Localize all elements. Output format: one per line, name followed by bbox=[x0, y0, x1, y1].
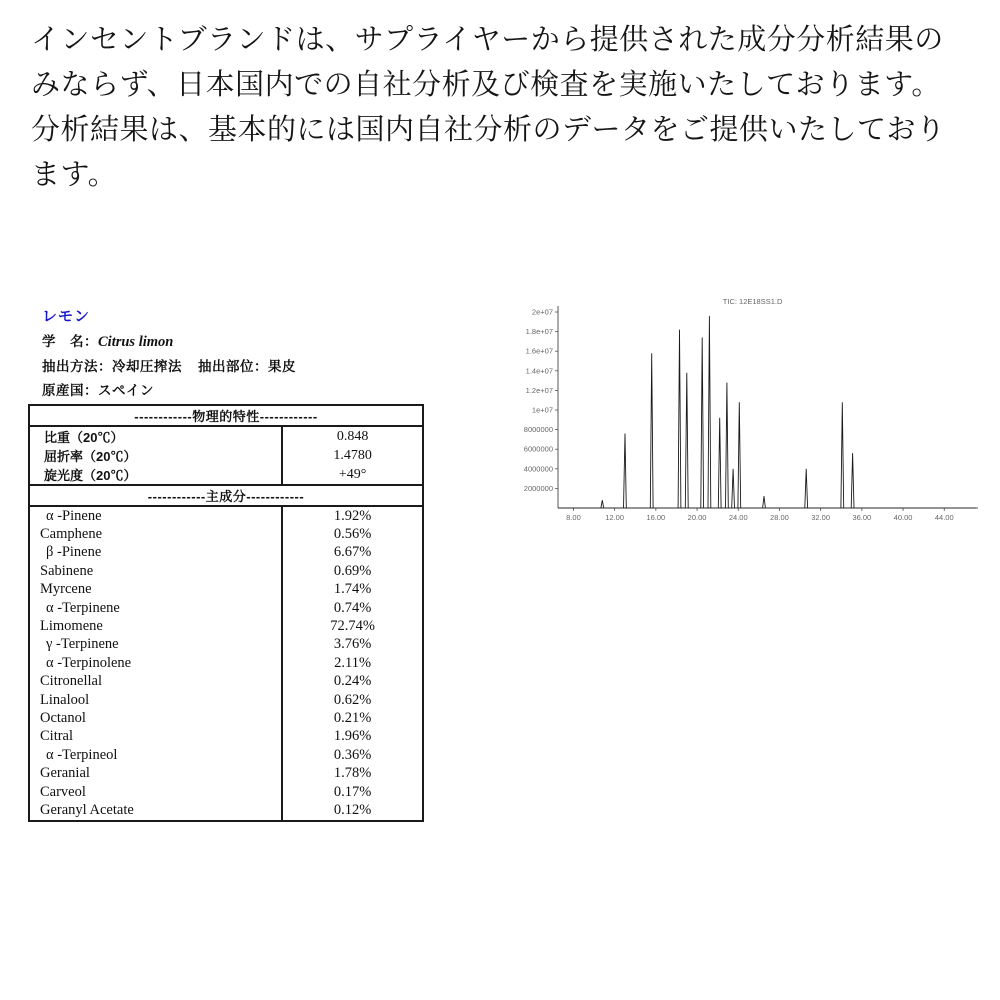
component-value-cell: 0.56% bbox=[282, 525, 423, 543]
property-label-cell: 屈折率（20℃） bbox=[44, 449, 137, 464]
x-tick-label: 24.00 bbox=[728, 513, 748, 522]
component-row bbox=[29, 691, 423, 709]
intro-line: みならず、日本国内での自社分析及び検査を実施いたしております。 bbox=[31, 69, 941, 101]
y-tick-label: 8000000 bbox=[523, 425, 553, 435]
x-tick-label: 20.00 bbox=[687, 513, 707, 522]
component-name-cell: Octanol bbox=[40, 709, 86, 726]
component-value-cell: 1.74% bbox=[282, 581, 423, 599]
component-name-cell: β -Pinene bbox=[46, 544, 102, 561]
chromatogram-peak bbox=[763, 496, 766, 508]
chromatogram-peak bbox=[624, 434, 627, 509]
component-name-cell: Sabinene bbox=[40, 562, 94, 579]
component-row bbox=[29, 673, 423, 691]
gc-chromatogram bbox=[498, 294, 980, 530]
gc-chromatogram-svg bbox=[498, 294, 980, 530]
x-tick-label: 8.00 bbox=[566, 513, 581, 522]
component-row bbox=[29, 599, 423, 617]
main-components-header: ------------主成分------------ bbox=[29, 485, 423, 506]
x-tick-label: 12.00 bbox=[605, 513, 625, 522]
intro-line: ます。 bbox=[31, 159, 118, 191]
intro-paragraph bbox=[31, 18, 983, 198]
component-value-cell: 0.36% bbox=[282, 746, 423, 764]
x-tick-label: 32.00 bbox=[811, 513, 831, 522]
y-tick-label: 1e+07 bbox=[531, 405, 553, 415]
chart-title: TIC: 12E18SS1.D bbox=[722, 297, 783, 306]
x-tick-label: 16.00 bbox=[646, 513, 666, 522]
component-name-cell: γ -Terpinene bbox=[46, 636, 119, 653]
chromatogram-peak bbox=[738, 402, 741, 508]
chromatogram-peak bbox=[841, 402, 844, 508]
component-value-cell: 2.11% bbox=[282, 654, 423, 672]
section-header-row bbox=[29, 405, 423, 426]
y-tick-label: 6000000 bbox=[523, 444, 553, 454]
product-name: レモン bbox=[42, 308, 91, 325]
chromatogram-peak bbox=[678, 330, 681, 508]
component-name-cell: Myrcene bbox=[40, 581, 92, 598]
spec-table bbox=[28, 404, 424, 822]
physical-property-row bbox=[29, 446, 423, 465]
component-value-cell: 0.21% bbox=[282, 709, 423, 727]
component-name-cell: Camphene bbox=[40, 526, 103, 543]
scientific-name: Citrus limon bbox=[98, 334, 174, 350]
component-row bbox=[29, 783, 423, 801]
extraction-method: 抽出方法：冷却圧搾法 bbox=[42, 359, 182, 374]
component-value-cell: 0.24% bbox=[282, 673, 423, 691]
component-value-cell: 0.62% bbox=[282, 691, 423, 709]
property-label-cell: 比重（20℃） bbox=[44, 430, 124, 445]
y-tick-label: 4000000 bbox=[523, 464, 553, 474]
section-header-row bbox=[29, 485, 423, 506]
property-label-cell: 旋光度（20℃） bbox=[44, 468, 137, 483]
component-row bbox=[29, 764, 423, 782]
component-row bbox=[29, 525, 423, 543]
y-tick-label: 1.2e+07 bbox=[525, 385, 553, 395]
property-value-cell: 1.4780 bbox=[282, 446, 423, 465]
component-name-cell: Linalool bbox=[40, 691, 90, 708]
intro-line: 分析結果は、基本的には国内自社分析のデータをご提供いたしており bbox=[31, 114, 946, 146]
component-name-cell: α -Terpinolene bbox=[46, 654, 132, 671]
component-row bbox=[29, 544, 423, 562]
chromatogram-peak bbox=[708, 316, 711, 508]
chromatogram-peak bbox=[718, 418, 721, 508]
property-value-cell: +49° bbox=[282, 465, 423, 485]
product-spec-header bbox=[42, 305, 424, 399]
chromatogram-peak bbox=[601, 500, 604, 508]
origin-line: 原産国：スペイン bbox=[42, 383, 154, 398]
component-row bbox=[29, 581, 423, 599]
chromatogram-peak bbox=[732, 469, 735, 508]
scientific-name-label: 学 名： bbox=[42, 334, 98, 349]
component-row bbox=[29, 654, 423, 672]
physical-properties-header: ------------物理的特性------------ bbox=[29, 405, 423, 426]
chromatogram-peak bbox=[726, 383, 729, 508]
product-spec-block bbox=[28, 305, 424, 822]
component-row bbox=[29, 617, 423, 635]
component-value-cell: 72.74% bbox=[282, 617, 423, 635]
component-row bbox=[29, 506, 423, 525]
component-value-cell: 0.12% bbox=[282, 801, 423, 820]
component-name-cell: α -Terpineol bbox=[46, 746, 118, 763]
component-name-cell: α -Terpinene bbox=[46, 599, 120, 616]
property-value-cell: 0.848 bbox=[282, 426, 423, 446]
physical-property-row bbox=[29, 465, 423, 485]
component-name-cell: Geranyl Acetate bbox=[40, 801, 134, 818]
component-value-cell: 0.69% bbox=[282, 562, 423, 580]
component-value-cell: 0.74% bbox=[282, 599, 423, 617]
component-value-cell: 3.76% bbox=[282, 636, 423, 654]
component-row bbox=[29, 636, 423, 654]
intro-line: インセントブランドは、サプライヤーから提供された成分分析結果の bbox=[31, 24, 944, 56]
component-value-cell: 1.78% bbox=[282, 764, 423, 782]
extraction-line bbox=[42, 355, 424, 375]
x-tick-label: 40.00 bbox=[893, 513, 913, 522]
x-tick-label: 28.00 bbox=[770, 513, 789, 522]
y-tick-label: 1.8e+07 bbox=[525, 327, 553, 337]
x-tick-label: 44.00 bbox=[934, 513, 954, 522]
x-tick-label: 36.00 bbox=[852, 513, 872, 522]
chromatogram-peak bbox=[701, 338, 704, 509]
component-name-cell: Geranial bbox=[40, 765, 90, 782]
component-row bbox=[29, 801, 423, 820]
component-value-cell: 0.17% bbox=[282, 783, 423, 801]
component-value-cell: 6.67% bbox=[282, 544, 423, 562]
y-tick-label: 2e+07 bbox=[531, 307, 553, 317]
component-value-cell: 1.96% bbox=[282, 728, 423, 746]
component-row bbox=[29, 709, 423, 727]
y-tick-label: 1.6e+07 bbox=[525, 346, 553, 356]
physical-property-row bbox=[29, 426, 423, 446]
component-name-cell: Carveol bbox=[40, 783, 86, 800]
component-name-cell: α -Pinene bbox=[46, 507, 102, 524]
component-row bbox=[29, 728, 423, 746]
scientific-name-line bbox=[42, 330, 424, 351]
chromatogram-peak bbox=[650, 353, 653, 508]
component-name-cell: Limomene bbox=[40, 618, 103, 635]
component-name-cell: Citral bbox=[40, 728, 74, 745]
component-row bbox=[29, 746, 423, 764]
chromatogram-peak bbox=[851, 453, 854, 508]
chromatogram-peak bbox=[685, 373, 688, 508]
y-tick-label: 1.4e+07 bbox=[525, 366, 553, 376]
component-value-cell: 1.92% bbox=[282, 506, 423, 525]
component-row bbox=[29, 562, 423, 580]
chromatogram-peak bbox=[805, 469, 808, 508]
component-name-cell: Citronellal bbox=[40, 673, 103, 690]
extraction-part: 抽出部位：果皮 bbox=[198, 359, 296, 374]
y-tick-label: 2000000 bbox=[523, 483, 553, 493]
